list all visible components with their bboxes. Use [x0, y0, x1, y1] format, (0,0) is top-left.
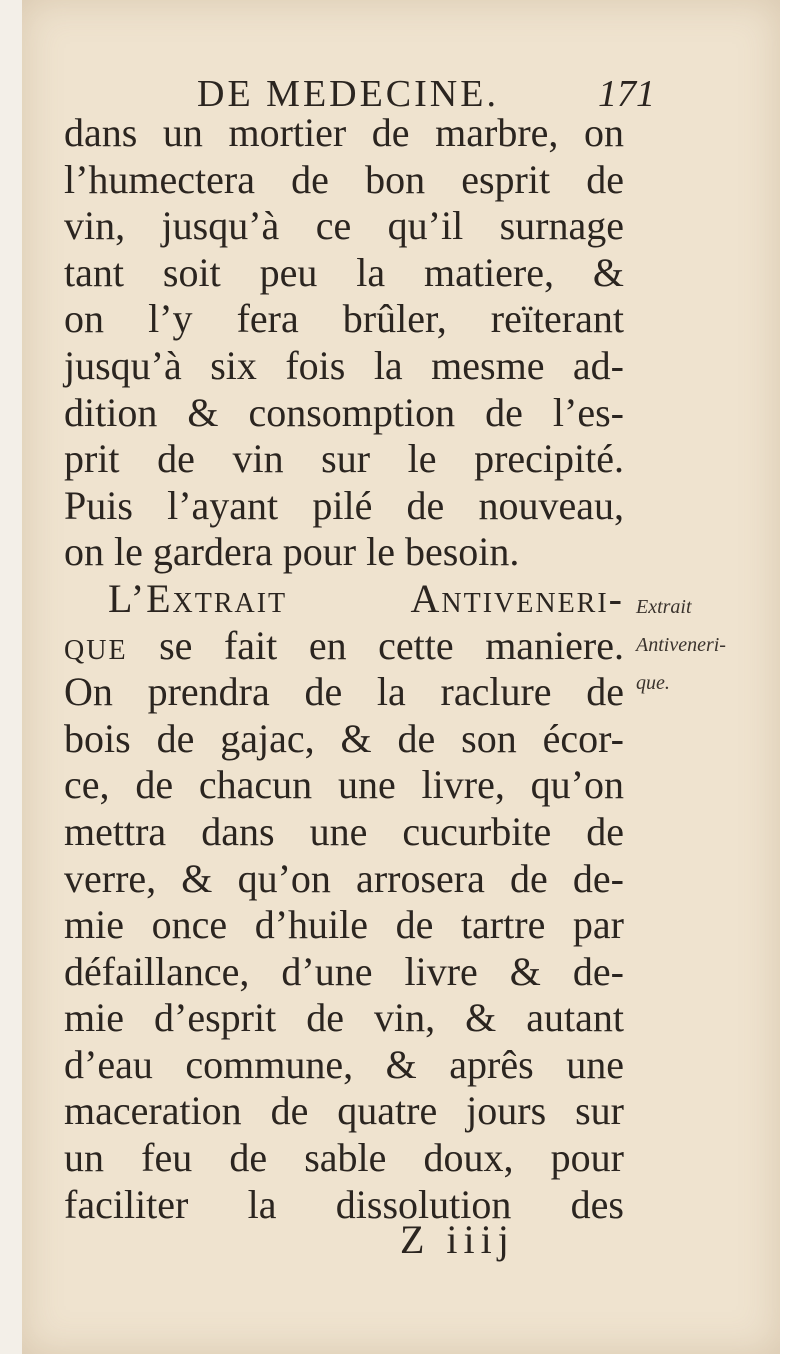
text-line: d’eau commune, & aprês une: [64, 1041, 624, 1087]
running-head: DE MEDECINE.: [197, 73, 499, 115]
page-number: 171: [598, 73, 655, 115]
text-line: jusqu’à six fois la mesme ad-: [64, 342, 624, 388]
margin-note-line: que.: [636, 672, 670, 694]
margin-note-line: Antiveneri-: [636, 634, 726, 656]
text-line: faciliter la dissolution des: [64, 1181, 624, 1227]
text-line: l’humectera de bon esprit de: [64, 156, 624, 202]
text-line: mie once d’huile de tartre par: [64, 902, 624, 948]
binding-gutter: [0, 0, 22, 1354]
text-line: mie d’esprit de vin, & autant: [64, 995, 624, 1041]
text-line: dans un mortier de marbre, on: [64, 110, 624, 155]
body-text: [64, 110, 624, 1228]
text-line: maceration de quatre jours sur: [64, 1088, 624, 1134]
text-line: tant soit peu la matiere, &: [64, 249, 624, 295]
text-line: mettra dans une cucurbite de: [64, 808, 624, 854]
que-rest: se fait en cette maniere.: [127, 622, 624, 668]
text-line: on l’y fera brûler, reïterant: [64, 296, 624, 342]
text-line: un feu de sable doux, pour: [64, 1135, 624, 1181]
que-word: que: [64, 622, 128, 668]
text-line: bois de gajac, & de son écor-: [64, 715, 624, 761]
text-line: [64, 623, 624, 670]
text-line: dition & consomption de l’es-: [64, 389, 624, 435]
margin-note-line: Extrait: [636, 596, 692, 618]
margin-note: [636, 588, 786, 702]
section-heading: L’Extrait Antiveneri-: [108, 575, 624, 621]
text-line: verre, & qu’on arrosera de de-: [64, 855, 624, 901]
signature-mark: Z iiij: [400, 1217, 515, 1262]
text-line: on le gardera pour le besoin.: [64, 529, 520, 575]
text-line: ce, de chacun une livre, qu’on: [64, 762, 624, 808]
text-line: Puis l’ayant pilé de nouveau,: [64, 482, 624, 528]
text-line: vin, jusqu’à ce qu’il surnage: [64, 203, 624, 249]
text-line: On prendra de la raclure de: [64, 669, 624, 715]
text-line: défaillance, d’une livre & de-: [64, 948, 624, 994]
text-line: prit de vin sur le precipité.: [64, 436, 624, 482]
